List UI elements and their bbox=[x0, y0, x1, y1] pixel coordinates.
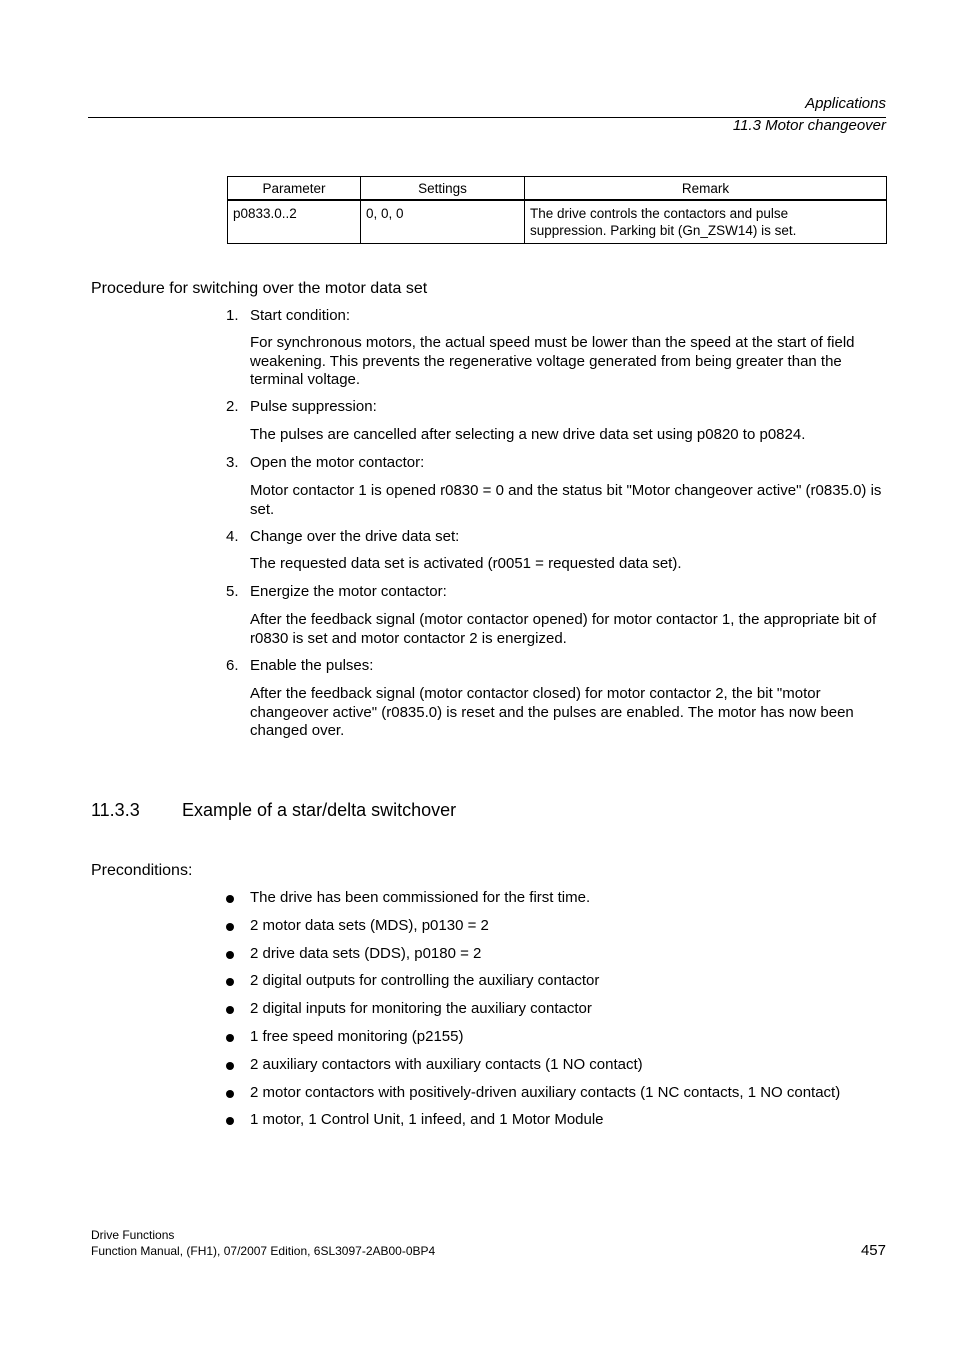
bullet-dot bbox=[226, 1034, 234, 1042]
step-number: 5. bbox=[226, 583, 239, 600]
step-number: 6. bbox=[226, 657, 239, 674]
list-item: 2 motor data sets (MDS), p0130 = 2 bbox=[250, 917, 489, 934]
list-item: 2 digital outputs for controlling the auxiliary contactor bbox=[250, 972, 600, 989]
parameter-table bbox=[227, 176, 887, 244]
step-body: The pulses are cancelled after selecting a new drive data set using p0820 to p0824. bbox=[250, 426, 806, 443]
bullet-dot bbox=[226, 1062, 234, 1070]
step-label: Change over the drive data set: bbox=[250, 528, 460, 545]
section-title: Example of a star/delta switchover bbox=[182, 800, 457, 820]
step-number: 4. bbox=[226, 528, 239, 545]
step-number: 2. bbox=[226, 398, 239, 415]
procedure-heading: Procedure for switching over the motor data set bbox=[91, 280, 428, 297]
step-body: Motor contactor 1 is opened r0830 = 0 and the status bit "Motor changeover active" (r0835.0) is set. bbox=[250, 482, 882, 518]
preconditions-heading: Preconditions: bbox=[91, 862, 193, 879]
footer-title: Drive Functions bbox=[91, 1228, 175, 1242]
table-row bbox=[228, 200, 887, 244]
list-item: 1 motor, 1 Control Unit, 1 infeed, and 1 Motor Module bbox=[250, 1111, 604, 1128]
bullet-dot bbox=[226, 978, 234, 986]
bullet-dot bbox=[226, 923, 234, 931]
bullet-dot bbox=[226, 1090, 234, 1098]
step-label: Open the motor contactor: bbox=[250, 454, 425, 471]
bullet-dot bbox=[226, 1006, 234, 1014]
step-body: After the feedback signal (motor contactor opened) for motor contactor 1, the appropriate bit of r0830 is set and motor contactor 2 is energized. bbox=[250, 611, 877, 647]
step-number: 1. bbox=[226, 307, 239, 324]
list-item: 2 motor contactors with positively-driven auxiliary contacts (1 NC contacts, 1 NO contact) bbox=[250, 1084, 841, 1101]
cell-parameter: p0833.0..2 bbox=[228, 200, 361, 244]
header-chapter: Applications bbox=[805, 95, 886, 112]
bullet-dot bbox=[226, 951, 234, 959]
step-body: For synchronous motors, the actual speed must be lower than the speed at the start of field weakening. This prevents the regenerative voltage generated from being greater than the terminal voltage. bbox=[250, 334, 855, 388]
page-number: 457 bbox=[860, 1242, 886, 1259]
step-body: The requested data set is activated (r0051 = requested data set). bbox=[250, 555, 682, 572]
step-number: 3. bbox=[226, 454, 239, 471]
header-section: 11.3 Motor changeover bbox=[732, 117, 886, 134]
bullet-dot bbox=[226, 895, 234, 903]
step-label: Pulse suppression: bbox=[250, 398, 377, 415]
list-item: 2 drive data sets (DDS), p0180 = 2 bbox=[250, 945, 482, 962]
remark-line: The drive controls the contactors and pulse bbox=[530, 206, 789, 221]
section-number: 11.3.3 bbox=[91, 800, 140, 820]
table-header-row bbox=[228, 177, 887, 201]
list-item: 1 free speed monitoring (p2155) bbox=[250, 1028, 464, 1045]
bullet-dot bbox=[226, 1117, 234, 1125]
list-item: 2 auxiliary contactors with auxiliary contacts (1 NO contact) bbox=[250, 1056, 643, 1073]
column-header-settings: Settings bbox=[361, 177, 525, 201]
cell-remark bbox=[525, 200, 887, 244]
step-body: After the feedback signal (motor contactor closed) for motor contactor 2, the bit "motor changeover active" (r0835.0) is reset and the pulses are enabled. The motor has now been changed over. bbox=[250, 685, 854, 739]
column-header-remark: Remark bbox=[525, 177, 887, 201]
list-item: 2 digital inputs for monitoring the auxiliary contactor bbox=[250, 1000, 592, 1017]
column-header-parameter: Parameter bbox=[228, 177, 361, 201]
header-rule bbox=[88, 117, 886, 118]
remark-line: suppression. Parking bit (Gn_ZSW14) is set. bbox=[530, 223, 797, 238]
footer-edition: Function Manual, (FH1), 07/2007 Edition, 6SL3097-2AB00-0BP4 bbox=[91, 1244, 436, 1258]
list-item: The drive has been commissioned for the first time. bbox=[250, 889, 591, 906]
cell-settings: 0, 0, 0 bbox=[361, 200, 525, 244]
step-label: Start condition: bbox=[250, 307, 351, 324]
step-label: Enable the pulses: bbox=[250, 657, 374, 674]
step-label: Energize the motor contactor: bbox=[250, 583, 447, 600]
